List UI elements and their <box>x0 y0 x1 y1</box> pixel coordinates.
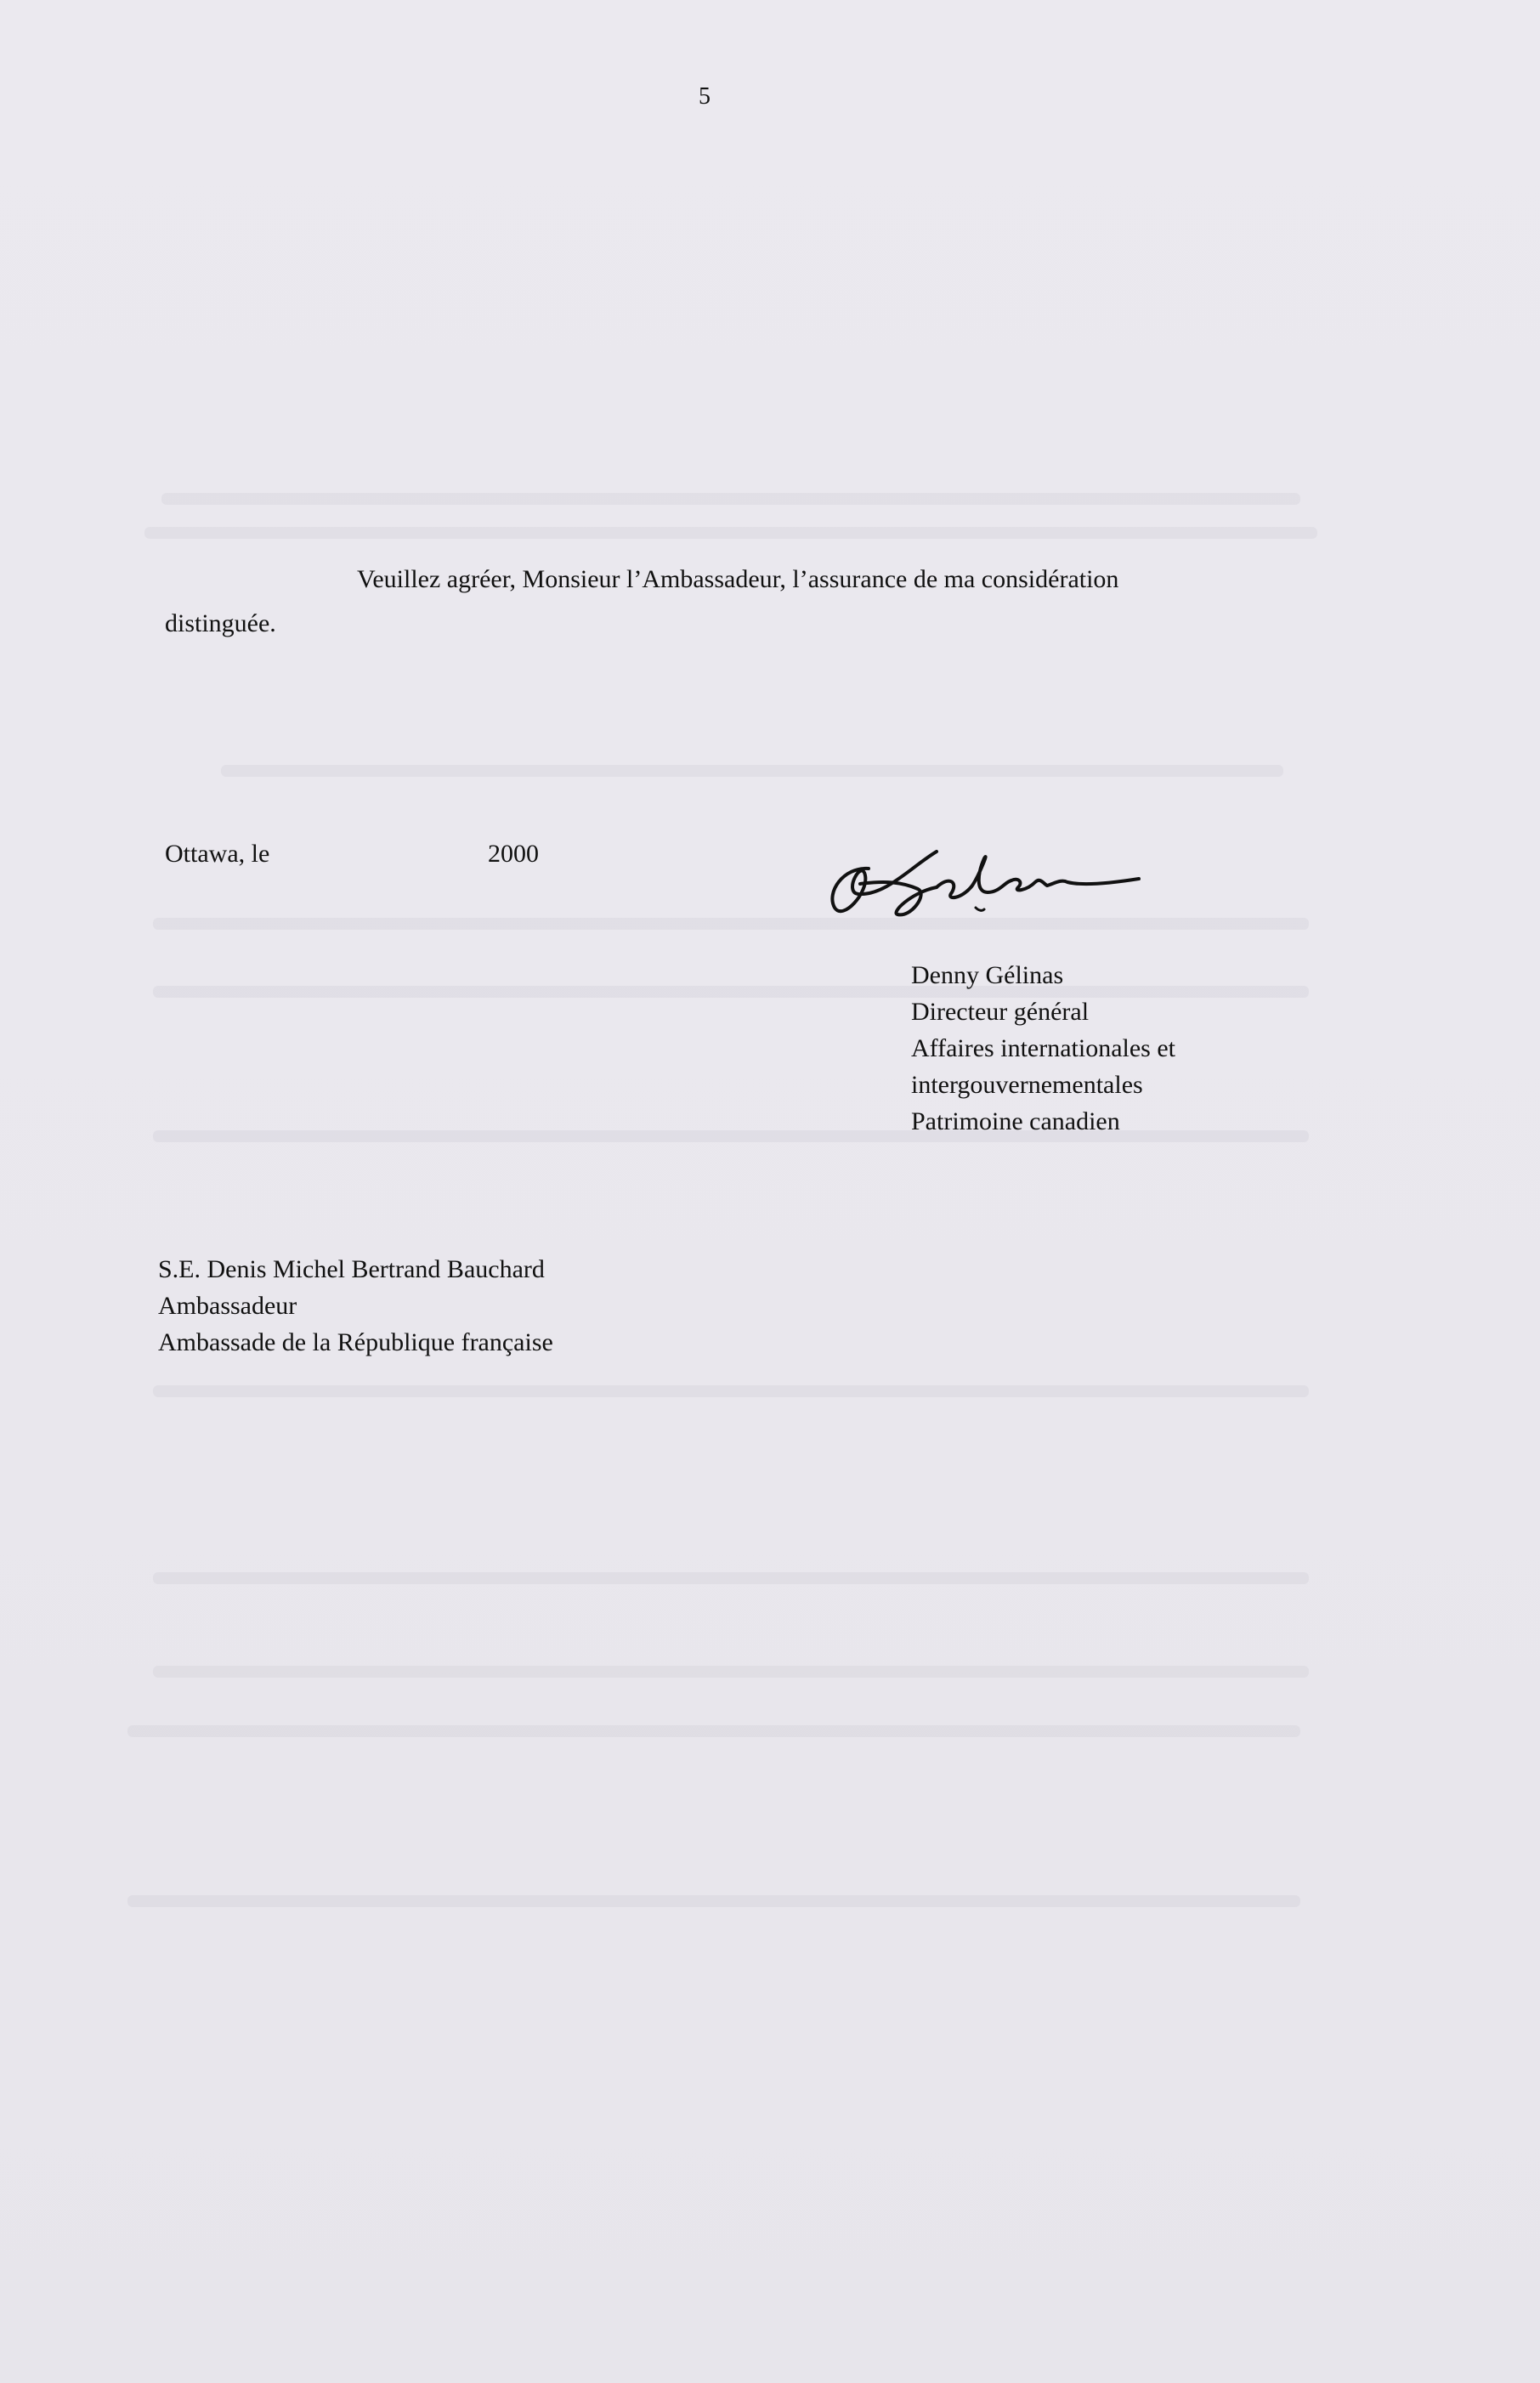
bleed-through-line <box>221 765 1283 777</box>
signatory-title: Directeur général <box>911 998 1090 1026</box>
dateline-year: 2000 <box>488 840 539 868</box>
closing-formula: Veuillez agréer, Monsieur l’Ambassadeur, l’assurance de ma considération <box>357 565 1119 593</box>
bleed-through-line <box>153 1572 1309 1584</box>
page-number: 5 <box>699 83 711 110</box>
dateline-place: Ottawa, le <box>165 840 270 868</box>
signatory-name: Denny Gélinas <box>911 961 1064 989</box>
bleed-through-line <box>153 1666 1309 1678</box>
bleed-through-line <box>127 1725 1300 1737</box>
signatory-ministry: Patrimoine canadien <box>911 1107 1120 1135</box>
handwritten-signature <box>809 833 1166 926</box>
signatory-department: Affaires internationales et <box>911 1034 1175 1062</box>
addressee-title: Ambassadeur <box>158 1292 297 1320</box>
bleed-through-line <box>144 527 1317 539</box>
signatory-department-continued: intergouvernementales <box>911 1071 1143 1099</box>
addressee-embassy: Ambassade de la République française <box>158 1328 553 1356</box>
signature-block <box>911 957 1175 1140</box>
addressee-name: S.E. Denis Michel Bertrand Bauchard <box>158 1255 545 1283</box>
closing-formula-continued: distinguée. <box>165 609 276 637</box>
addressee-block <box>158 1251 553 1361</box>
bleed-through-line <box>127 1895 1300 1907</box>
bleed-through-line <box>161 493 1300 505</box>
bleed-through-line <box>153 1385 1309 1397</box>
